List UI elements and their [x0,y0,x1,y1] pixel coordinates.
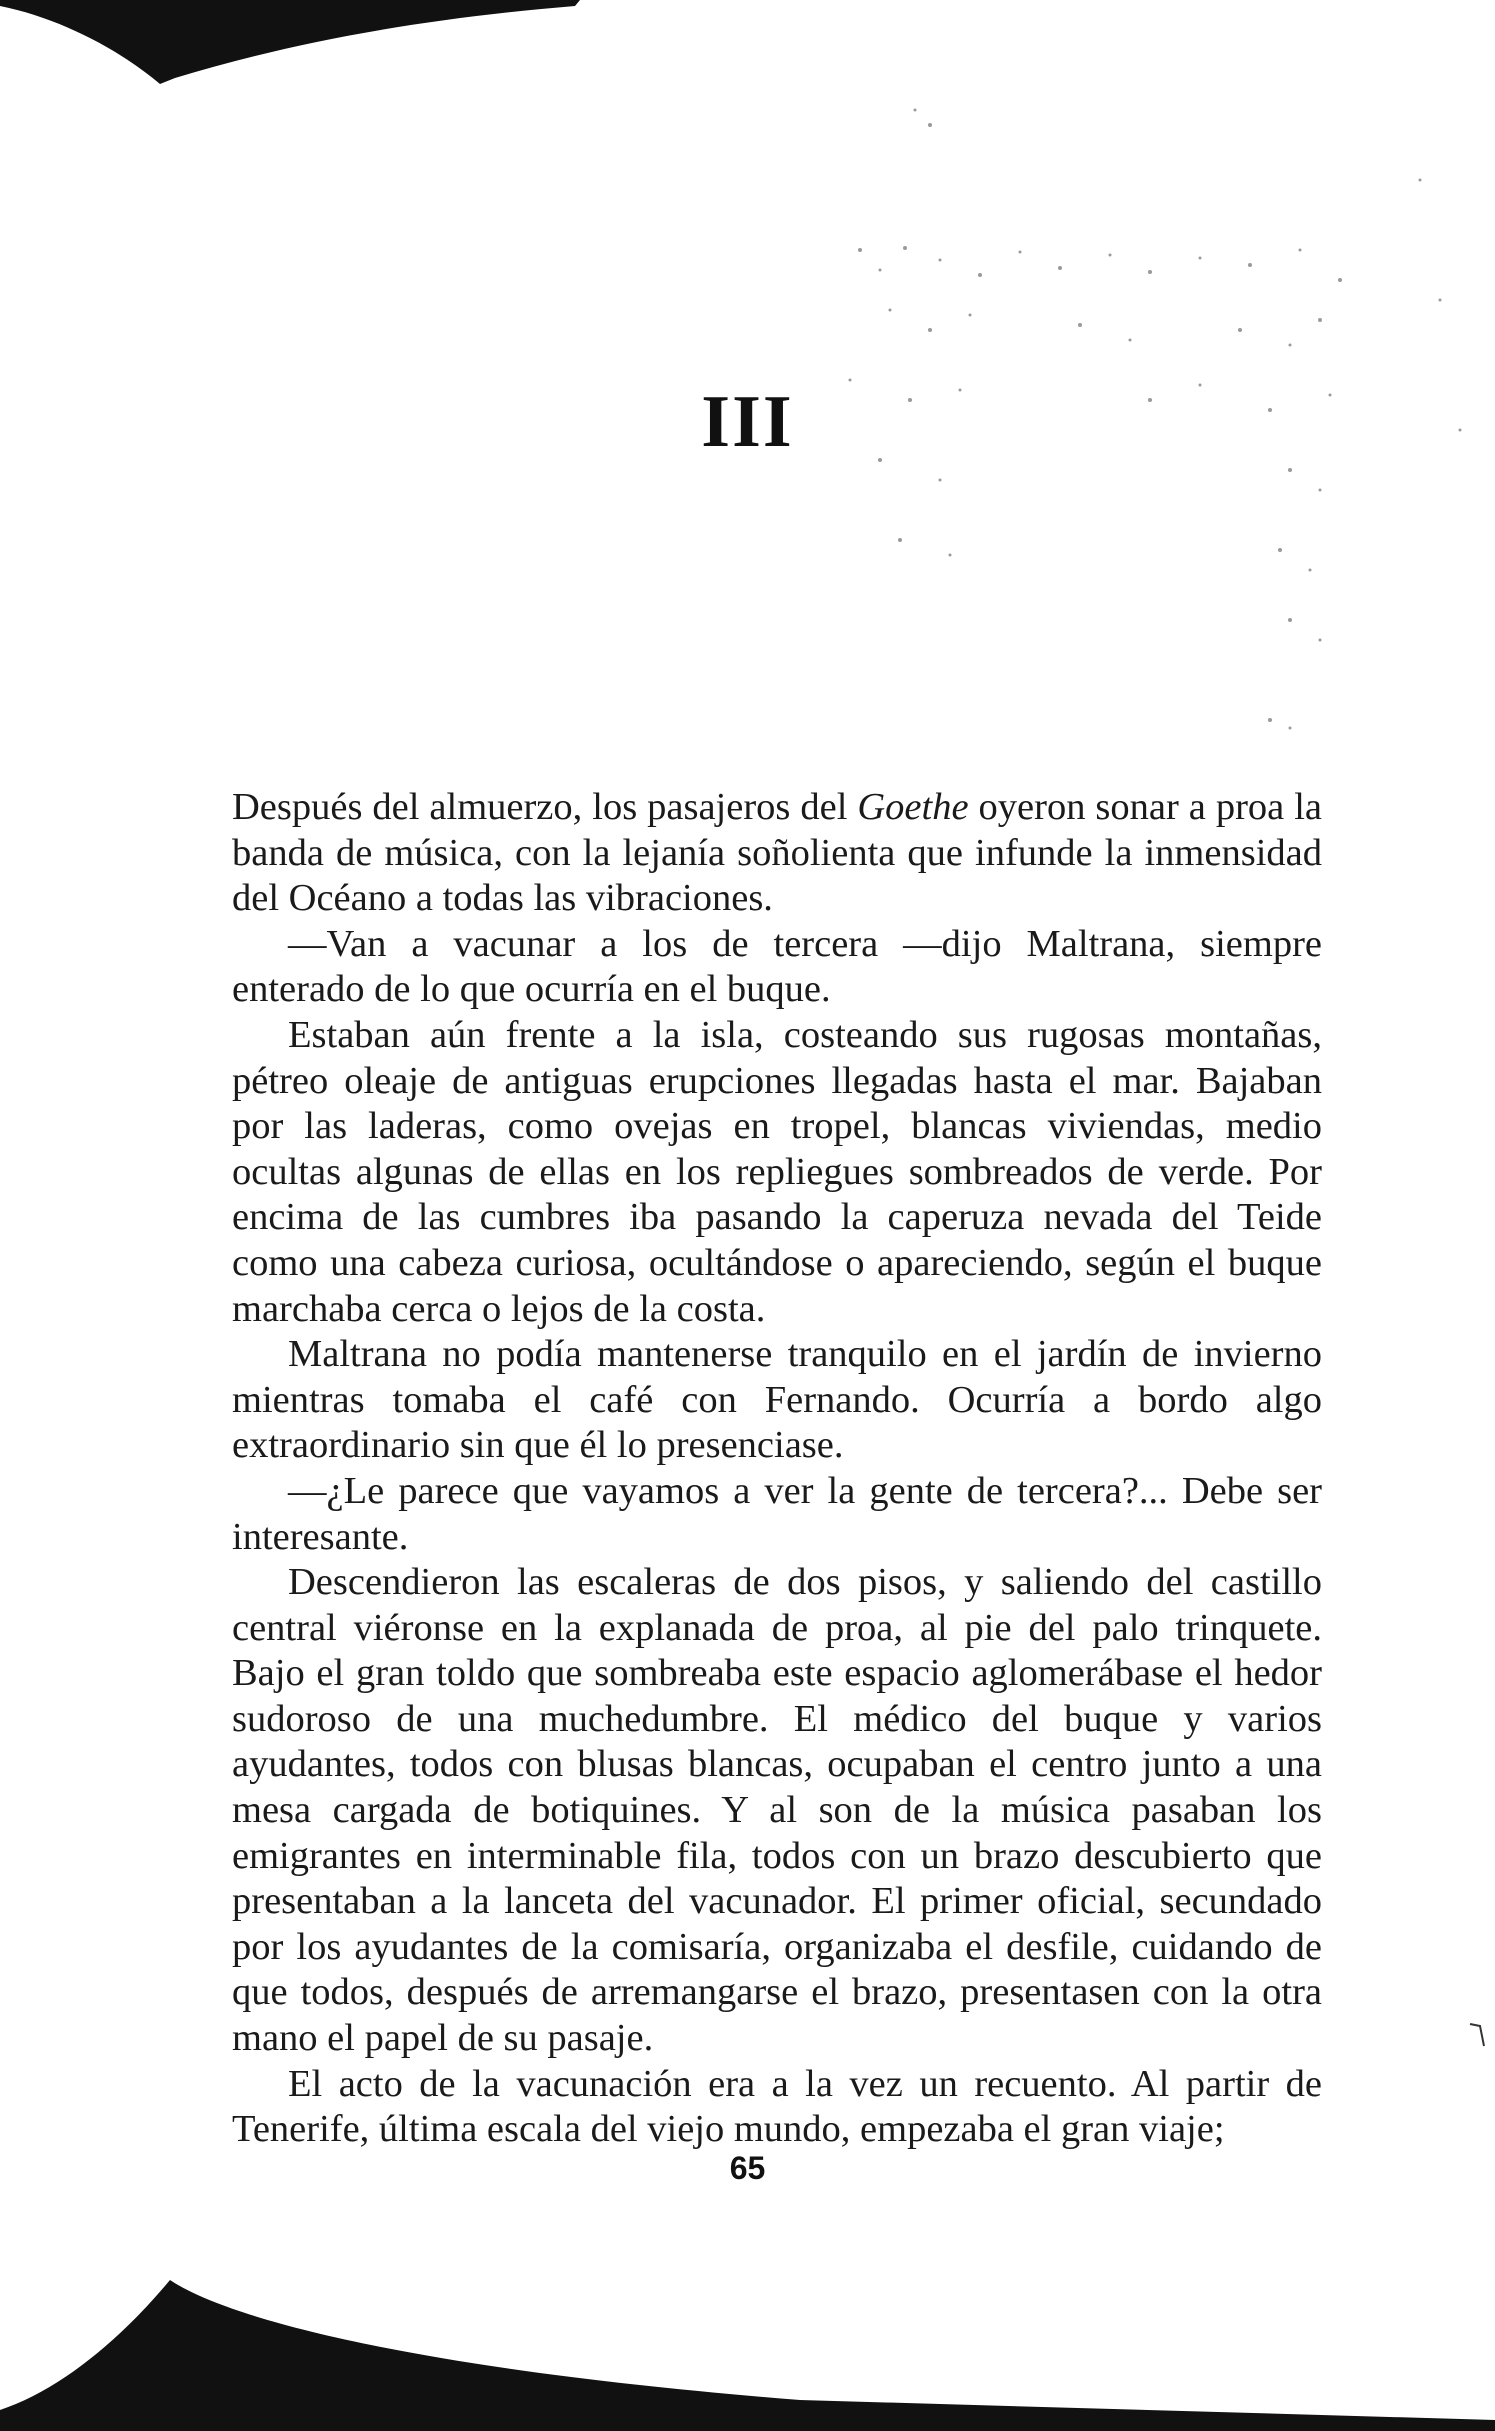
ship-name-italic: Goethe [857,786,969,828]
paragraph-7: El acto de la vacunación era a la vez un recuento. Al partir de Tenerife, última escala del viejo mundo, empezaba el gran viaje; [232,2062,1322,2151]
paragraph-1 [232,785,1322,922]
paragraph-1-before: Después del almuerzo, los pasajeros del [232,786,858,828]
page-number: 65 [729,2150,766,2186]
paragraph-3: Estaban aún frente a la isla, costeando sus rugosas montañas, pétreo oleaje de antiguas erupciones llegadas hasta el mar. Bajaban por las laderas, como ovejas en tropel, blancas viviendas, medio ocultas algunas de ellas en los repliegues sombreados de verde. Por encima de las cumbres iba pasando la caperuza nevada del Teide como una cabeza curiosa, ocultándose o apareciendo, según el buque marchaba cerca o lejos de la costa. [232,1013,1322,1330]
paragraph-1-after: oyeron sonar a proa la banda de música, con la lejanía soñolienta que infunde la inmensidad del Océano a todas las vibraciones. [232,786,1322,920]
chapter-body [232,785,1322,2153]
paragraph-5: —¿Le parece que vayamos a ver la gente de tercera?... Debe ser interesante. [232,1469,1322,1558]
paragraph-2: —Van a vacunar a los de tercera —dijo Maltrana, siempre enterado de lo que ocurría en el buque. [232,922,1322,1011]
paragraph-6: Descendieron las escaleras de dos pisos, y saliendo del castillo central viéronse en la explanada de proa, al pie del palo trinquete. Bajo el gran toldo que sombreaba este espacio aglomerábase el hedor sudoroso de una muchedumbre. El médico del buque y varios ayudantes, todos con blusas blancas, ocupaban el centro junto a una mesa cargada de botiquines. Y al son de la música pasaban los emigrantes en interminable fila, todos con un brazo descubierto que presentaban a la lanceta del vacunador. El primer oficial, secundado por los ayudantes de la comisaría, organizaba el desfile, cuidando de que todos, después de arremangarse el brazo, presentasen con la otra mano el papel de su pasaje. [232,1561,1322,2060]
scan-wedge-bottom-mark [0,2280,1495,2431]
paragraph-4: Maltrana no podía mantenerse tranquilo en el jardín de invierno mientras tomaba el café con Fernando. Ocurría a bordo algo extraordinario sin que él lo presenciase. [232,1333,1322,1467]
margin-edge-mark [1468,2020,1488,2050]
scan-wedge-top-mark [0,0,600,90]
chapter-title: III [701,381,794,463]
